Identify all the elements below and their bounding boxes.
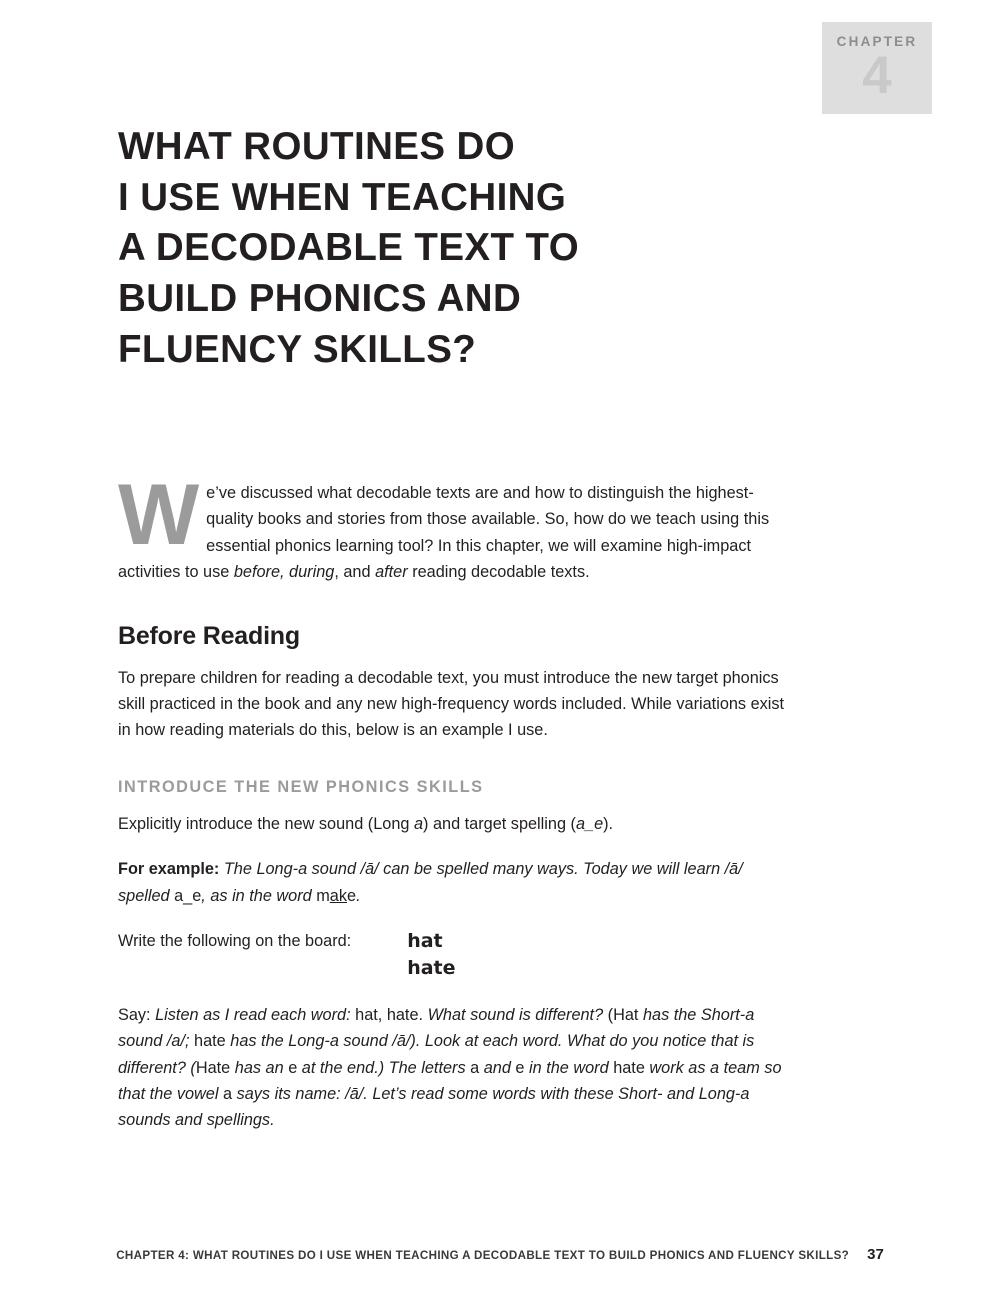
board-words xyxy=(407,928,455,982)
say-em-3: has the Short-a sound /a/; xyxy=(118,1005,755,1051)
intro-emphasis-after: after xyxy=(375,563,408,582)
say-t-4: Hate xyxy=(195,1058,235,1077)
example-text-b: , as in the word xyxy=(201,886,317,905)
say-t-2: (Hat xyxy=(603,1005,643,1024)
example-roman-ae: a_e xyxy=(174,886,202,905)
say-em-1: Listen as I read each word: xyxy=(155,1005,351,1024)
say-t-5: e xyxy=(288,1058,302,1077)
introduce-skills-line xyxy=(118,811,792,837)
board-word-hat: hat xyxy=(407,929,443,952)
example-paragraph xyxy=(118,856,792,909)
say-em-7: and xyxy=(483,1058,516,1077)
say-t-3: hate xyxy=(189,1032,231,1051)
say-em-9: work as a team so that the vowel xyxy=(118,1058,782,1104)
page-title-line-1: WHAT ROUTINES DO xyxy=(118,124,516,168)
board-example xyxy=(118,928,792,982)
example-roman-m: m xyxy=(316,886,330,905)
page-title xyxy=(118,122,738,376)
document-body xyxy=(118,467,792,1153)
page-title-line-2: I USE WHEN TEACHING xyxy=(118,175,567,219)
introduce-line-a: Explicitly introduce the new sound (Long xyxy=(118,814,414,833)
say-em-6: at the end.) The letters xyxy=(301,1058,471,1077)
introduce-line-c: ). xyxy=(603,814,614,833)
say-t-1: hat, hate. xyxy=(350,1005,428,1024)
chapter-badge-number: 4 xyxy=(862,46,892,105)
introduce-em-ae: a_e xyxy=(575,814,604,833)
introduce-em-a: a xyxy=(413,814,424,833)
page-footer xyxy=(0,1246,1000,1263)
intro-emphasis-before-during: before, during xyxy=(233,563,335,582)
example-label: For example: xyxy=(118,860,220,879)
example-roman-e: e xyxy=(347,886,357,905)
say-t-9: a xyxy=(223,1085,237,1104)
footer-running-head: CHAPTER 4: WHAT ROUTINES DO I USE WHEN TEACHING A DECODABLE TEXT TO BUILD PHONICS AND FLUENCY SKILLS? xyxy=(116,1249,850,1262)
chapter-badge-label: CHAPTER xyxy=(836,34,918,49)
example-underline-ak: ak xyxy=(329,886,347,905)
say-em-4: has the Long-a sound /ā/). Look at each word. What do you notice that is different? ( xyxy=(118,1032,755,1077)
example-text-a: The Long-a sound /ā/ can be spelled many ways. Today we will learn /ā/ spelled xyxy=(118,860,743,905)
say-em-8: in the word xyxy=(529,1058,614,1077)
intro-text-c: reading decodable texts. xyxy=(407,563,590,582)
page-title-line-4: BUILD PHONICS AND xyxy=(118,277,522,321)
page-title-line-5: FLUENCY SKILLS? xyxy=(118,328,477,372)
say-em-2: What sound is different? xyxy=(427,1005,604,1024)
example-text-c: . xyxy=(356,886,361,905)
say-t-6: a xyxy=(470,1058,484,1077)
board-lead-text: Write the following on the board: xyxy=(118,931,352,950)
intro-text-a: e’ve discussed what decodable texts are and how to distinguish the highest-quality books and stories from those available. So, how do we teach using this essential phonics learning tool? In this chapter, we will examine high-impact activities to use xyxy=(118,484,770,582)
intro-text-b: , and xyxy=(334,563,376,582)
introduce-line-b: ) and target spelling ( xyxy=(423,814,576,833)
say-paragraph xyxy=(118,1002,792,1134)
say-em-10: says its name: /ā/. Let’s read some words with these Short- and Long-a sounds and spellings. xyxy=(118,1085,750,1130)
footer-page-number: 37 xyxy=(867,1246,884,1263)
before-reading-paragraph: To prepare children for reading a decodable text, you must introduce the new target phonics skill practiced in the book and any new high-frequency words included. While variations exist in how reading materials do this, below is an example I use. xyxy=(118,668,785,740)
intro-paragraph xyxy=(118,467,792,586)
section-heading-before-reading: Before Reading xyxy=(118,621,300,650)
subsection-heading-introduce-skills: INTRODUCE THE NEW PHONICS SKILLS xyxy=(118,777,484,796)
chapter-badge xyxy=(822,22,932,114)
say-t-8: hate xyxy=(613,1058,650,1077)
board-word-hate: hate xyxy=(407,956,456,979)
say-lead: Say: xyxy=(118,1005,156,1024)
say-t-7: e xyxy=(515,1058,530,1077)
say-em-5: has an xyxy=(234,1058,289,1077)
drop-cap: W xyxy=(118,467,200,563)
page-title-line-3: A DECODABLE TEXT TO xyxy=(118,226,580,270)
